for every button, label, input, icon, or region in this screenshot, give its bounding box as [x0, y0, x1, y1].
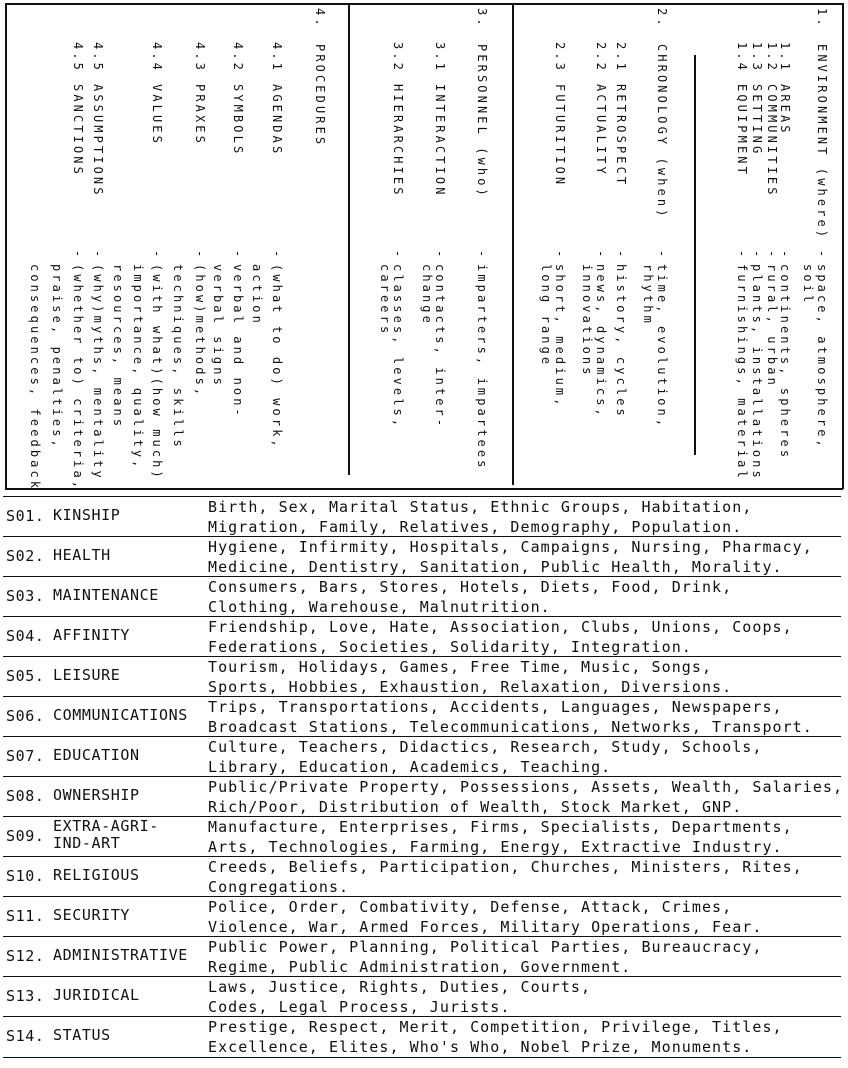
sector-label: [53, 787, 140, 804]
sector-description-line: Laws, Justice, Rights, Duties, Courts,: [208, 978, 592, 996]
dimension-number: 1.: [815, 8, 829, 29]
dimension-description: soil: [801, 264, 815, 306]
subdimension-description: (whether to) criteria,: [71, 264, 85, 492]
sector-label-line: ADMINISTRATIVE: [53, 946, 188, 964]
sector-label-line: KINSHIP: [53, 506, 121, 524]
sector-label: [53, 707, 188, 724]
dash: -: [391, 250, 405, 261]
sector-description-line: Clothing, Warehouse, Malnutrition.: [208, 598, 551, 616]
subdimension-description: contacts, inter-: [433, 264, 447, 430]
dash: -: [735, 250, 749, 261]
subdimension-code: 4.5: [91, 42, 105, 73]
sector-description: [208, 937, 762, 977]
subdimension-name: AREAS: [778, 84, 792, 136]
sector-label-line: JURIDICAL: [53, 986, 140, 1004]
subdimension-name: ACTUALITY: [594, 84, 608, 177]
subdimension-code: 3.2: [391, 42, 405, 73]
dimension-number: 3.: [475, 8, 489, 29]
table-row: [3, 496, 841, 536]
sector-description: [208, 1017, 783, 1057]
sector-label-line: AFFINITY: [53, 626, 131, 644]
sector-description-line: Creeds, Beliefs, Participation, Churches, Ministers, Rites,: [208, 858, 803, 876]
subdimension-description: verbal signs: [211, 264, 225, 388]
sector-description-line: Library, Education, Academics, Teaching.: [208, 758, 612, 776]
sector-description-line: Sports, Hobbies, Exhaustion, Relaxation, Diversions.: [208, 678, 733, 696]
sector-description-line: Prestige, Respect, Merit, Competition, Privilege, Titles,: [208, 1018, 783, 1036]
dash: -: [750, 250, 764, 261]
dimension-description: time, evolution,: [655, 264, 669, 430]
sector-description-line: Federations, Societies, Solidarity, Integration.: [208, 638, 692, 656]
sector-code: S10.: [6, 867, 45, 885]
subdimension-description: continents, spheres: [778, 264, 792, 461]
sector-description-line: Arts, Technologies, Farming, Energy, Extractive Industry.: [208, 838, 783, 856]
section-divider: [694, 55, 696, 455]
subdimension-description: verbal and non-: [231, 264, 245, 419]
dash: -: [91, 250, 105, 261]
table-row: [3, 1016, 841, 1058]
sectors-table: [3, 496, 844, 1058]
sector-description: [208, 737, 762, 777]
sector-label-line: EDUCATION: [53, 746, 140, 764]
subdimension-code: 2.2: [594, 42, 608, 73]
sector-description: [208, 977, 591, 1017]
dimension-number: 2.: [655, 8, 669, 29]
dash: -: [270, 250, 284, 261]
subdimension-name: VALUES: [150, 84, 164, 146]
sector-code: S14.: [6, 1027, 45, 1045]
sector-label-line: EXTRA-AGRI-: [53, 817, 159, 835]
subdimension-code: 4.2: [231, 42, 245, 73]
sector-label: [53, 818, 159, 852]
sector-label: [53, 987, 140, 1004]
sector-description: [208, 657, 732, 697]
subdimension-name: SETTING: [750, 84, 764, 157]
subdimension-description: consequences, feedback: [28, 264, 42, 492]
sector-description: [208, 817, 793, 857]
subdimension-description: resources, means: [111, 264, 125, 430]
subdimension-code: 4.3: [193, 42, 207, 73]
subdimension-code: 4.5: [71, 42, 85, 73]
sector-description-line: Congregations.: [208, 878, 350, 896]
dimension-title: ENVIRONMENT (where): [815, 44, 829, 241]
sector-description-line: Migration, Family, Relatives, Demography, Population.: [208, 518, 743, 536]
subdimension-name: COMMUNITIES: [765, 84, 779, 198]
sector-label: [53, 627, 130, 644]
subdimension-description: importance, quality,: [131, 264, 145, 471]
dash: -: [150, 250, 164, 261]
subdimension-name: RETROSPECT: [614, 84, 628, 188]
sector-code: S08.: [6, 787, 45, 805]
subdimension-description: techniques, skills: [171, 264, 185, 450]
subdimension-name: PRAXES: [193, 84, 207, 146]
subdimension-code: 4.4: [150, 42, 164, 73]
table-row: [3, 736, 841, 776]
subdimension-description: history, cycles: [614, 264, 628, 419]
subdimension-description: short, medium,: [553, 264, 567, 409]
table-row: [3, 576, 841, 616]
subdimension-code: 1.3: [750, 42, 764, 73]
top-border: [5, 3, 843, 5]
sector-description-line: Consumers, Bars, Stores, Hotels, Diets, Food, Drink,: [208, 578, 733, 596]
sector-description-line: Trips, Transportations, Accidents, Languages, Newspapers,: [208, 698, 783, 716]
sector-label-line: MAINTENANCE: [53, 586, 159, 604]
subdimension-description: long range: [539, 264, 553, 368]
dash: -: [765, 250, 779, 261]
sector-description-line: Tourism, Holidays, Games, Free Time, Music, Songs,: [208, 658, 713, 676]
dash: -: [71, 250, 85, 261]
subdimension-description: change: [420, 264, 434, 326]
subdimension-code: 2.1: [614, 42, 628, 73]
sector-code: S09.: [6, 827, 45, 845]
dash: -: [614, 250, 628, 261]
table-row: [3, 856, 841, 896]
dimension-description: imparters, impartees: [475, 264, 489, 471]
sector-label: [53, 507, 120, 524]
sector-code: S02.: [6, 547, 45, 565]
table-row: [3, 536, 841, 576]
sector-code: S01.: [6, 507, 45, 525]
subdimension-description: (with what)(how much): [150, 264, 164, 481]
left-border: [5, 3, 7, 489]
dash: -: [231, 250, 245, 261]
dash: -: [553, 250, 567, 261]
sector-label: [53, 587, 159, 604]
sector-label-line: RELIGIOUS: [53, 866, 140, 884]
sector-label: [53, 1027, 111, 1044]
dash: -: [433, 250, 447, 261]
sector-code: S13.: [6, 987, 45, 1005]
sector-label-line: HEALTH: [53, 546, 111, 564]
subdimension-description: praise, penalties,: [50, 264, 64, 450]
dash: -: [594, 250, 608, 261]
sector-label: [53, 867, 140, 884]
subdimension-code: 1.4: [735, 42, 749, 73]
sector-code: S07.: [6, 747, 45, 765]
dash: -: [778, 250, 792, 261]
sector-description-line: Police, Order, Combativity, Defense, Attack, Crimes,: [208, 898, 733, 916]
sector-description-line: Codes, Legal Process, Jurists.: [208, 998, 511, 1016]
table-row: [3, 776, 844, 816]
sector-description: [208, 577, 732, 617]
sector-label-line: COMMUNICATIONS: [53, 706, 188, 724]
sector-label-line: STATUS: [53, 1026, 111, 1044]
section-divider: [512, 5, 514, 485]
subdimension-code: 1.1: [778, 42, 792, 73]
sector-description-line: Excellence, Elites, Who's Who, Nobel Prize, Monuments.: [208, 1038, 753, 1056]
sector-label-line: OWNERSHIP: [53, 786, 140, 804]
sector-description: [208, 897, 762, 937]
section-divider: [348, 5, 350, 475]
sector-code: S06.: [6, 707, 45, 725]
dimension-title: PERSONNEL (who): [475, 44, 489, 199]
table-row: [3, 656, 841, 696]
dash: -: [815, 250, 829, 261]
sector-label: [53, 907, 130, 924]
subdimension-description: (how)methods,: [193, 264, 207, 399]
dimensions-table: [0, 0, 848, 492]
sector-description-line: Manufacture, Enterprises, Firms, Specialists, Departments,: [208, 818, 793, 836]
dash: -: [475, 250, 489, 261]
dimension-title: PROCEDURES: [313, 44, 327, 148]
sector-description-line: Medicine, Dentistry, Sanitation, Public Health, Morality.: [208, 558, 783, 576]
sector-description: [208, 777, 843, 817]
sector-description-line: Culture, Teachers, Didactics, Research, Study, Schools,: [208, 738, 763, 756]
subdimension-description: innovations: [580, 264, 594, 378]
sector-description: [208, 857, 803, 897]
sector-description-line: Hygiene, Infirmity, Hospitals, Campaigns, Nursing, Pharmacy,: [208, 538, 813, 556]
subdimension-name: ASSUMPTIONS: [91, 84, 105, 198]
subdimension-name: SYMBOLS: [231, 84, 245, 157]
subdimension-name: AGENDAS: [270, 84, 284, 157]
dimension-description: rhythm: [641, 264, 655, 326]
table-row: [3, 696, 841, 736]
sector-code: S04.: [6, 627, 45, 645]
dash: -: [655, 250, 669, 261]
sector-description-line: Birth, Sex, Marital Status, Ethnic Groups, Habitation,: [208, 498, 753, 516]
sector-description-line: Public Power, Planning, Political Parties, Bureaucracy,: [208, 938, 763, 956]
subdimension-description: rural, urban: [765, 264, 779, 388]
sector-description-line: Regime, Public Administration, Government.: [208, 958, 632, 976]
sector-code: S12.: [6, 947, 45, 965]
right-border: [842, 3, 844, 489]
subdimension-description: plants, installations: [750, 264, 764, 481]
subdimension-description: classes, levels,: [391, 264, 405, 430]
sector-code: S05.: [6, 667, 45, 685]
dimension-description: space, atmosphere,: [815, 264, 829, 450]
sector-description-line: Violence, War, Armed Forces, Military Operations, Fear.: [208, 918, 763, 936]
subdimension-description: careers: [378, 264, 392, 337]
subdimension-description: (why)myths, mentality: [91, 264, 105, 481]
subdimension-description: action: [250, 264, 264, 326]
sector-code: S11.: [6, 907, 45, 925]
sector-description: [208, 497, 752, 537]
sector-description: [208, 537, 813, 577]
sector-label: [53, 547, 111, 564]
sector-label-line: LEISURE: [53, 666, 121, 684]
sector-description-line: Broadcast Stations, Telecommunications, Networks, Transport.: [208, 718, 813, 736]
subdimension-name: INTERACTION: [433, 84, 447, 198]
subdimension-name: SANCTIONS: [71, 84, 85, 177]
table-row: [3, 936, 841, 976]
sector-description: [208, 697, 813, 737]
sector-code: S03.: [6, 587, 45, 605]
sector-label-line: SECURITY: [53, 906, 131, 924]
sector-label: [53, 747, 140, 764]
top-block-bottom-border: [5, 488, 843, 490]
subdimension-description: furnishings, material: [735, 264, 749, 481]
dash: -: [193, 250, 207, 261]
subdimension-name: HIERARCHIES: [391, 84, 405, 198]
sector-description: [208, 617, 793, 657]
subdimension-code: 3.1: [433, 42, 447, 73]
subdimension-code: 2.3: [553, 42, 567, 73]
subdimension-description: (what to do) work,: [270, 264, 284, 450]
subdimension-name: EQUIPMENT: [735, 84, 749, 177]
table-row: [3, 976, 841, 1016]
table-row: [3, 896, 841, 936]
sector-label: [53, 667, 120, 684]
dimension-number: 4.: [313, 8, 327, 29]
sector-description-line: Friendship, Love, Hate, Association, Clubs, Unions, Coops,: [208, 618, 793, 636]
subdimension-name: FUTURITION: [553, 84, 567, 188]
sector-label: [53, 947, 188, 964]
sector-description-line: Rich/Poor, Distribution of Wealth, Stock Market, GNP.: [208, 798, 743, 816]
sector-label-line: IND-ART: [53, 834, 121, 852]
table-row: [3, 616, 841, 656]
sector-description-line: Public/Private Property, Possessions, Assets, Wealth, Salaries,: [208, 778, 844, 796]
table-row: [3, 816, 841, 856]
subdimension-code: 4.1: [270, 42, 284, 73]
subdimension-description: news, dynamics,: [594, 264, 608, 419]
subdimension-code: 1.2: [765, 42, 779, 73]
dimension-title: CHRONOLOGY (when): [655, 44, 669, 220]
